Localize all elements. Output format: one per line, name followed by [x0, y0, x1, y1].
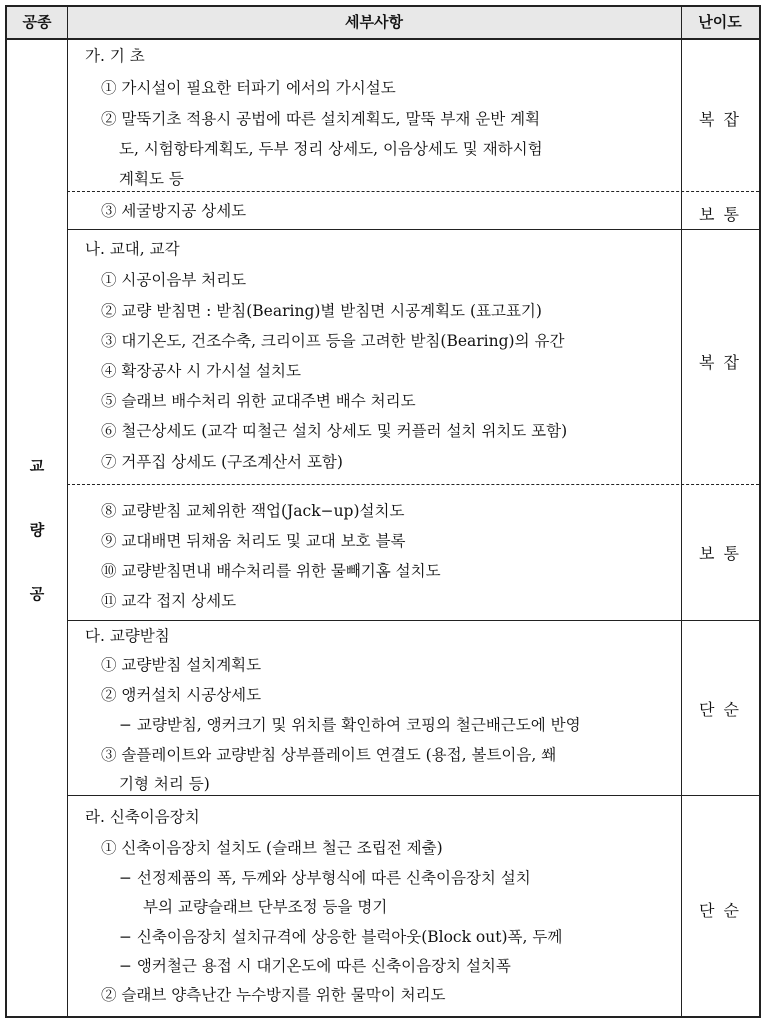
sub-item: − 신축이음장치 설치규격에 상응한 블럭아웃(Block out)폭, 두께 [119, 928, 563, 946]
list-item: ③ 솔플레이트와 교량받침 상부플레이트 연결도 (용접, 볼트이음, 쐐 [101, 746, 557, 764]
list-item-continuation: 기형 처리 등) [119, 775, 210, 793]
table-header [7, 7, 759, 40]
section-abutment-pier-2 [67, 485, 681, 620]
header-work-type: 공종 [22, 13, 52, 31]
section-scour [67, 192, 681, 229]
sub-item-continuation: 부의 교량슬래브 단부조정 등을 명기 [143, 898, 388, 916]
section-foundation [67, 40, 681, 191]
difficulty-value: 복 잡 [699, 353, 741, 372]
category-char-3: 공 [29, 585, 45, 603]
category-char-1: 교 [29, 457, 45, 475]
list-item: ② 앵커설치 시공상세도 [101, 686, 262, 704]
difficulty-value: 단 순 [699, 700, 741, 719]
section-expansion-joint [67, 796, 681, 1016]
list-item-continuation: 계획도 등 [119, 170, 184, 188]
sub-item: − 선정제품의 폭, 두께와 상부형식에 따른 신축이음장치 설치 [119, 869, 531, 887]
difficulty-value: 단 순 [699, 901, 741, 920]
list-item: ⑦ 거푸집 상세도 (구조계산서 포함) [101, 453, 343, 471]
category-char-2: 량 [29, 521, 45, 539]
difficulty-value: 보 통 [699, 544, 741, 563]
section-title: 다. 교량받침 [85, 627, 170, 645]
list-item: ① 가시설이 필요한 터파기 에서의 가시설도 [101, 79, 396, 97]
header-details: 세부사항 [345, 13, 403, 31]
list-item: ③ 대기온도, 건조수축, 크리이프 등을 고려한 받침(Bearing)의 유간 [101, 332, 565, 350]
list-item: ⑧ 교량받침 교체위한 잭업(Jack−up)설치도 [101, 502, 405, 520]
list-item: ⑪ 교각 접지 상세도 [101, 592, 237, 610]
list-item: ① 신축이음장치 설치도 (슬래브 철근 조립전 제출) [101, 839, 443, 857]
section-title: 가. 기 초 [85, 47, 145, 65]
sub-item: − 교량받침, 앵커크기 및 위치를 확인하여 코핑의 철근배근도에 반영 [119, 716, 581, 734]
list-item: ④ 확장공사 시 가시설 설치도 [101, 362, 301, 380]
difficulty-value: 보 통 [699, 205, 741, 224]
section-bridge-bearing [67, 621, 681, 795]
list-item: ① 시공이음부 처리도 [101, 271, 247, 289]
section-title: 라. 신축이음장치 [85, 808, 200, 826]
sub-item: − 앵커철근 용접 시 대기온도에 따른 신축이음장치 설치폭 [119, 957, 511, 975]
list-item: ① 교량받침 설치계획도 [101, 656, 262, 674]
section-title: 나. 교대, 교각 [85, 240, 180, 258]
list-item: ⑨ 교대배면 뒤채움 처리도 및 교대 보호 블록 [101, 532, 406, 550]
list-item: ⑥ 철근상세도 (교각 띠철근 설치 상세도 및 커플러 설치 위치도 포함) [101, 422, 568, 440]
list-item: ③ 세굴방지공 상세도 [101, 202, 247, 220]
section-abutment-pier [67, 230, 681, 484]
difficulty-value: 복 잡 [699, 110, 741, 129]
list-item: ② 슬래브 양측난간 누수방지를 위한 물막이 처리도 [101, 986, 446, 1004]
header-difficulty: 난이도 [698, 13, 742, 31]
list-item: ② 교량 받침면 : 받침(Bearing)별 받침면 시공계획도 (표고표기) [101, 302, 542, 320]
list-item: ⑤ 슬래브 배수처리 위한 교대주변 배수 처리도 [101, 392, 416, 410]
list-item: ⑩ 교량받침면내 배수처리를 위한 물빼기홈 설치도 [101, 562, 441, 580]
list-item: ② 말뚝기초 적용시 공법에 따른 설치계획도, 말뚝 부재 운반 계획 [101, 110, 541, 128]
spec-table [5, 5, 761, 1018]
list-item-continuation: 도, 시험항타계획도, 두부 정리 상세도, 이음상세도 및 재하시험 [119, 140, 543, 158]
